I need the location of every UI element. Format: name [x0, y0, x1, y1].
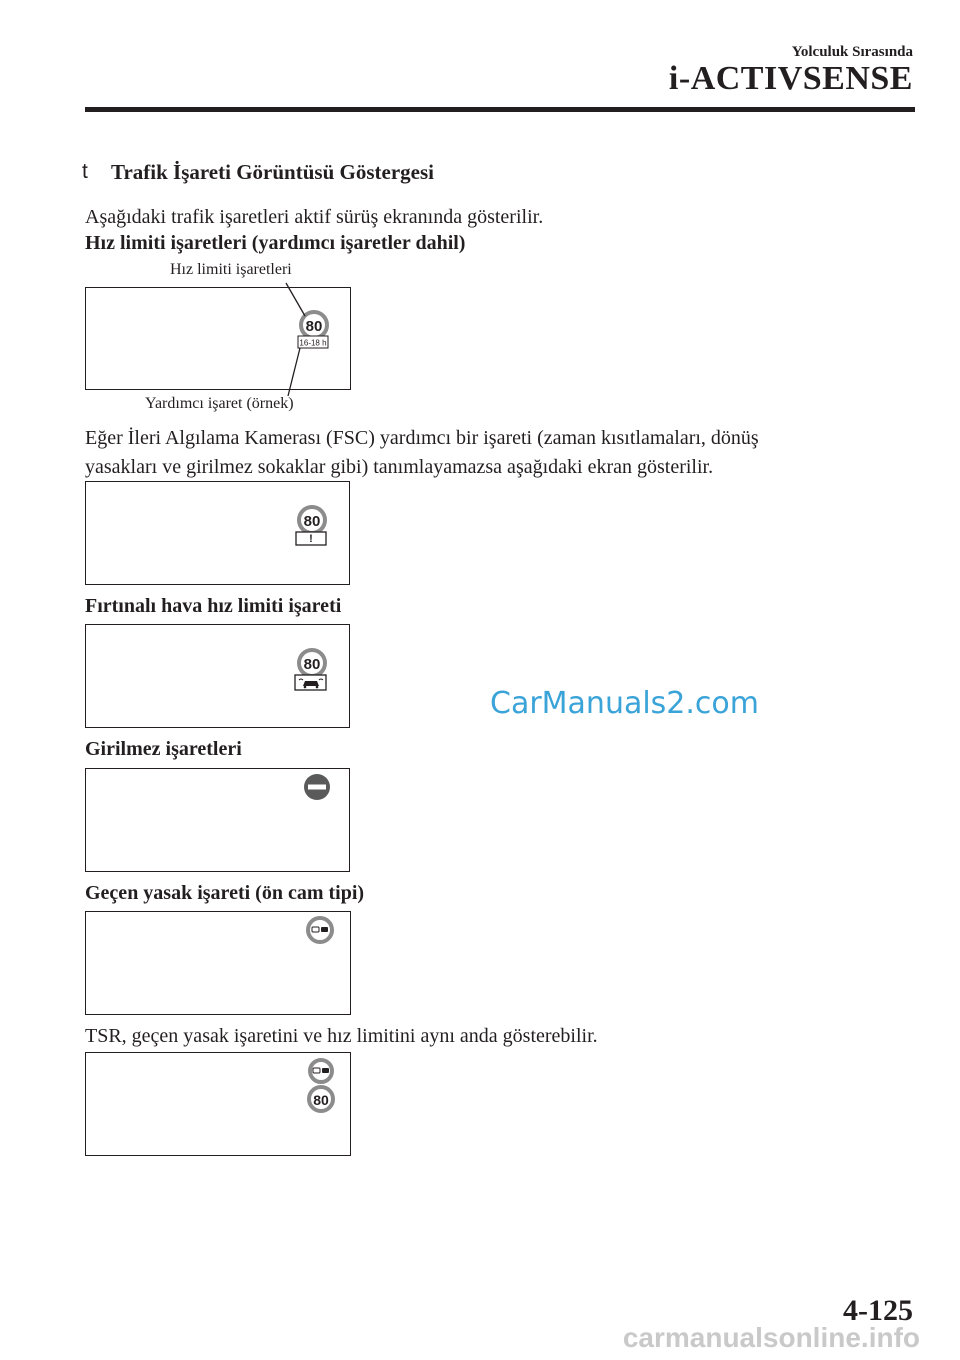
display-screen-storm	[85, 624, 350, 728]
no-passing-icon	[86, 912, 352, 1016]
intro-text: Aşağıdaki trafik işaretleri aktif sürüş ekranında gösterilir.	[85, 206, 544, 228]
running-header-subtitle: Yolculuk Sırasında	[791, 44, 913, 60]
unknown-aux-mark: !	[309, 533, 313, 545]
fsc-note-line-2: yasakları ve girilmez sokaklar gibi) tanımlayamazsa aşağıdaki ekran gösterilir.	[85, 456, 714, 478]
storm-speed-limit-heading: Fırtınalı hava hız limiti işareti	[85, 595, 342, 617]
speed-limit-value: 80	[303, 513, 321, 530]
display-screen-no-passing	[85, 911, 351, 1015]
aux-sign-callout-label: Yardımcı işaret (örnek)	[145, 395, 294, 412]
display-screen-no-entry	[85, 768, 350, 872]
section-bullet: t	[82, 160, 88, 183]
speed-limit-unknown-aux-icon	[86, 482, 351, 586]
no-entry-heading: Girilmez işaretleri	[85, 738, 242, 760]
section-title: Trafik İşareti Görüntüsü Göstergesi	[111, 160, 434, 184]
site-watermark: carmanualsonline.info	[622, 1322, 920, 1353]
speed-limit-heading: Hız limiti işaretleri (yardımcı işaretler dahil)	[85, 232, 466, 254]
page-number: 4-125	[843, 1294, 913, 1327]
no-passing-heading: Geçen yasak işareti (ön cam tipi)	[85, 882, 365, 904]
speed-limit-callout-label: Hız limiti işaretleri	[170, 261, 292, 278]
storm-speed-limit-icon	[86, 625, 351, 729]
callout-leader-lines	[0, 0, 960, 420]
fsc-note-line-1: Eğer İleri Algılama Kamerası (FSC) yardımcı bir işareti (zaman kısıtlamaları, dönüş	[85, 427, 759, 449]
speed-limit-value: 80	[303, 656, 321, 673]
running-header-title: i-ACTIVSENSE	[668, 60, 913, 97]
no-passing-and-speed-limit-icon	[86, 1053, 352, 1157]
no-entry-icon	[86, 769, 351, 873]
speed-limit-value: 80	[313, 1092, 329, 1108]
combined-text: TSR, geçen yasak işaretini ve hız limitini aynı anda gösterebilir.	[85, 1025, 598, 1047]
display-screen-unknown-aux	[85, 481, 350, 585]
display-screen-combined	[85, 1052, 351, 1156]
aux-sign-text: 16-18 h	[299, 338, 327, 348]
speed-limit-value: 80	[305, 318, 323, 335]
watermark-text: CarManuals2.com	[490, 686, 760, 721]
